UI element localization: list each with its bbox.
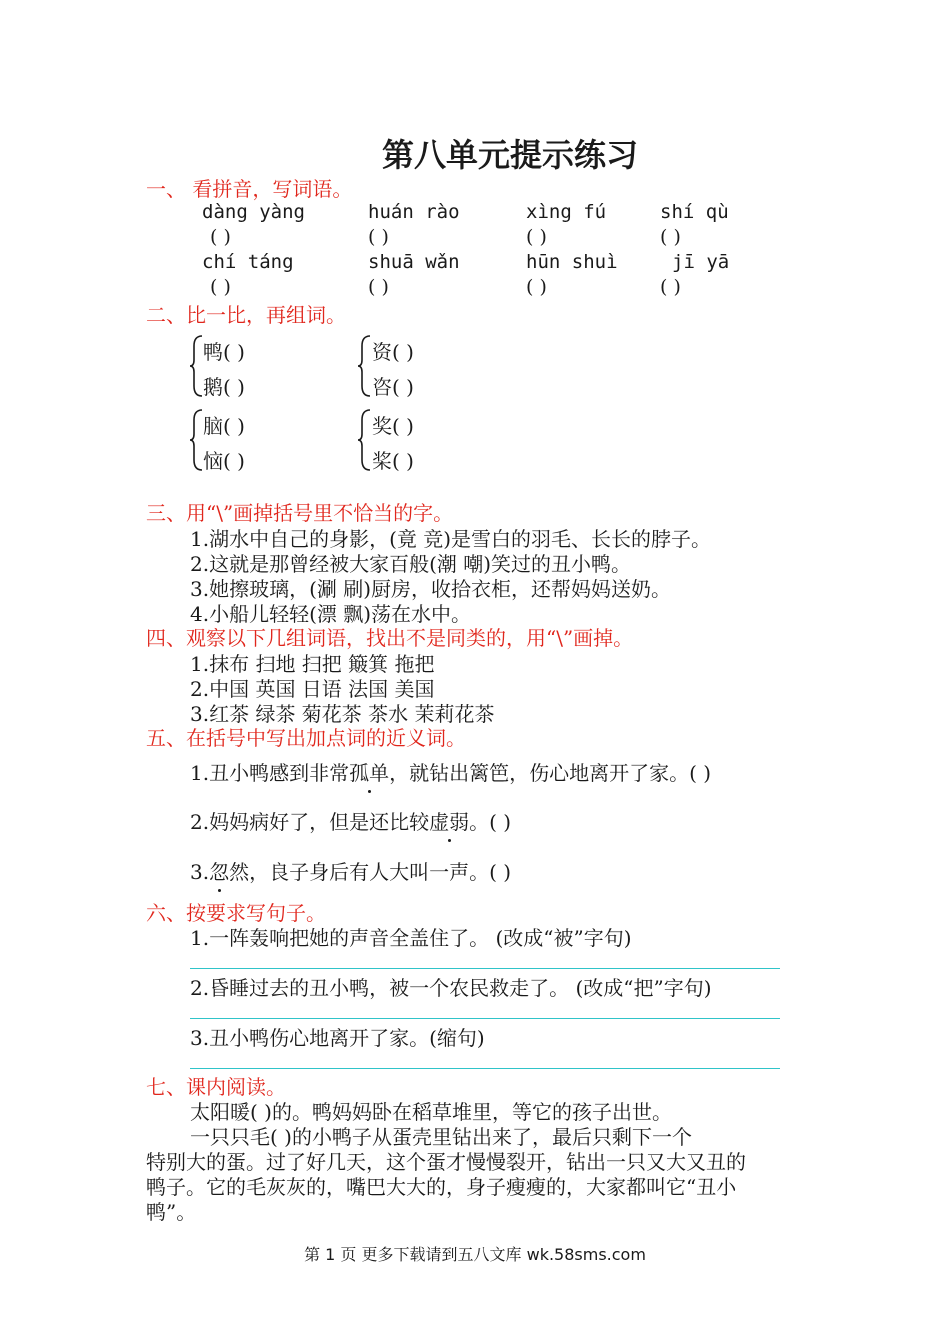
question-line-3: [190, 856, 511, 885]
answer-paren-2[interactable]: ( ): [368, 226, 389, 248]
text: 1.丑小鸭感到非常: [190, 761, 350, 785]
answer-paren-5[interactable]: ( ): [210, 276, 231, 298]
question-line: 1.抹布 扫地 扫把 簸箕 拖把: [190, 652, 435, 676]
question-line: 3.她擦玻璃，(涮 刷)厨房，收拾衣柜，还帮妈妈送奶。: [190, 577, 672, 601]
compare-word-2a[interactable]: 资( ): [372, 340, 414, 364]
answer-line[interactable]: [190, 968, 780, 969]
answer-paren-7[interactable]: ( ): [526, 276, 547, 298]
pinyin-7: hūn shuì: [526, 251, 618, 273]
section-7-heading: 七、课内阅读。: [146, 1075, 286, 1099]
text: 2.妈妈病好了，但是还比较: [190, 810, 430, 834]
text: 。( ): [469, 810, 512, 834]
pinyin-1: dàng yàng: [202, 201, 305, 223]
question-line: 4.小船儿轻轻(漂 飘)荡在水中。: [190, 602, 472, 626]
pinyin-6: shuā wǎn: [368, 251, 460, 273]
answer-paren-3[interactable]: ( ): [526, 226, 547, 248]
question-line: 1.湖水中自己的身影，(竟 竞)是雪白的羽毛、长长的脖子。: [190, 527, 712, 551]
answer-line[interactable]: [190, 1068, 780, 1069]
section-6-heading: 六、按要求写句子。: [146, 901, 326, 925]
answer-paren-6[interactable]: ( ): [368, 276, 389, 298]
answer-line[interactable]: [190, 1018, 780, 1019]
question-line-2: [190, 806, 511, 835]
pinyin-3: xìng fú: [526, 201, 607, 223]
compare-word-1b[interactable]: 鹅( ): [203, 375, 245, 399]
emphasized-word: 3.忽然: [190, 856, 249, 885]
section-5-heading: 五、在括号中写出加点词的近义词。: [146, 726, 466, 750]
compare-word-1a[interactable]: 鸭( ): [203, 340, 245, 364]
pinyin-2: huán rào: [368, 201, 460, 223]
emphasized-word: 孤单: [349, 757, 389, 786]
brace-icon: [358, 408, 372, 472]
question-line: 1.一阵轰响把她的声音全盖住了。 (改成“被”字句): [190, 926, 632, 950]
section-1-heading: 一、 看拼音，写词语。: [146, 177, 353, 201]
page-title: 第八单元提示练习: [381, 136, 638, 174]
brace-icon: [190, 408, 204, 472]
compare-word-3b[interactable]: 恼( ): [203, 449, 245, 473]
answer-paren-1[interactable]: ( ): [210, 226, 231, 248]
question-line: 2.中国 英国 日语 法国 美国: [190, 677, 435, 701]
answer-paren-8[interactable]: ( ): [660, 276, 681, 298]
text: ，良子身后有人大叫一声。( ): [249, 860, 512, 884]
reading-line: 太阳暖( )的。鸭妈妈卧在稻草堆里，等它的孩子出世。: [190, 1100, 672, 1124]
section-2-heading: 二、比一比，再组词。: [146, 303, 346, 327]
reading-line: 一只只毛( )的小鸭子从蛋壳里钻出来了，最后只剩下一个: [190, 1125, 692, 1149]
brace-icon: [190, 334, 204, 398]
brace-icon: [358, 334, 372, 398]
pinyin-5: chí táng: [202, 251, 294, 273]
compare-word-2b[interactable]: 咨( ): [372, 375, 414, 399]
compare-word-4b[interactable]: 桨( ): [372, 449, 414, 473]
question-line: 3.红茶 绿茶 菊花茶 茶水 茉莉花茶: [190, 702, 495, 726]
section-4-heading: 四、观察以下几组词语，找出不是同类的，用“\”画掉。: [146, 626, 634, 650]
emphasized-word: 虚弱: [429, 806, 469, 835]
text: ，就钻出篱笆，伤心地离开了家。( ): [389, 761, 712, 785]
question-line-1: [190, 757, 711, 786]
question-line: 3.丑小鸭伤心地离开了家。(缩句): [190, 1026, 485, 1050]
question-line: 2.这就是那曾经被大家百般(潮 嘲)笑过的丑小鸭。: [190, 552, 632, 576]
pinyin-8: jī yā: [672, 251, 730, 273]
page-footer: 第 1 页 更多下载请到五八文库 wk.58sms.com: [304, 1245, 646, 1264]
question-line: 2.昏睡过去的丑小鸭，被一个农民救走了。 (改成“把”字句): [190, 976, 712, 1000]
reading-line: 鸭子。它的毛灰灰的，嘴巴大大的，身子瘦瘦的，大家都叫它“丑小: [146, 1175, 737, 1199]
compare-word-4a[interactable]: 奖( ): [372, 414, 414, 438]
pinyin-4: shí qù: [660, 201, 729, 223]
compare-word-3a[interactable]: 脑( ): [203, 414, 245, 438]
reading-line: 特别大的蛋。过了好几天，这个蛋才慢慢裂开，钻出一只又大又丑的: [146, 1150, 746, 1174]
section-3-heading: 三、用“\”画掉括号里不恰当的字。: [146, 501, 454, 525]
answer-paren-4[interactable]: ( ): [660, 226, 681, 248]
reading-line: 鸭”。: [146, 1200, 197, 1224]
